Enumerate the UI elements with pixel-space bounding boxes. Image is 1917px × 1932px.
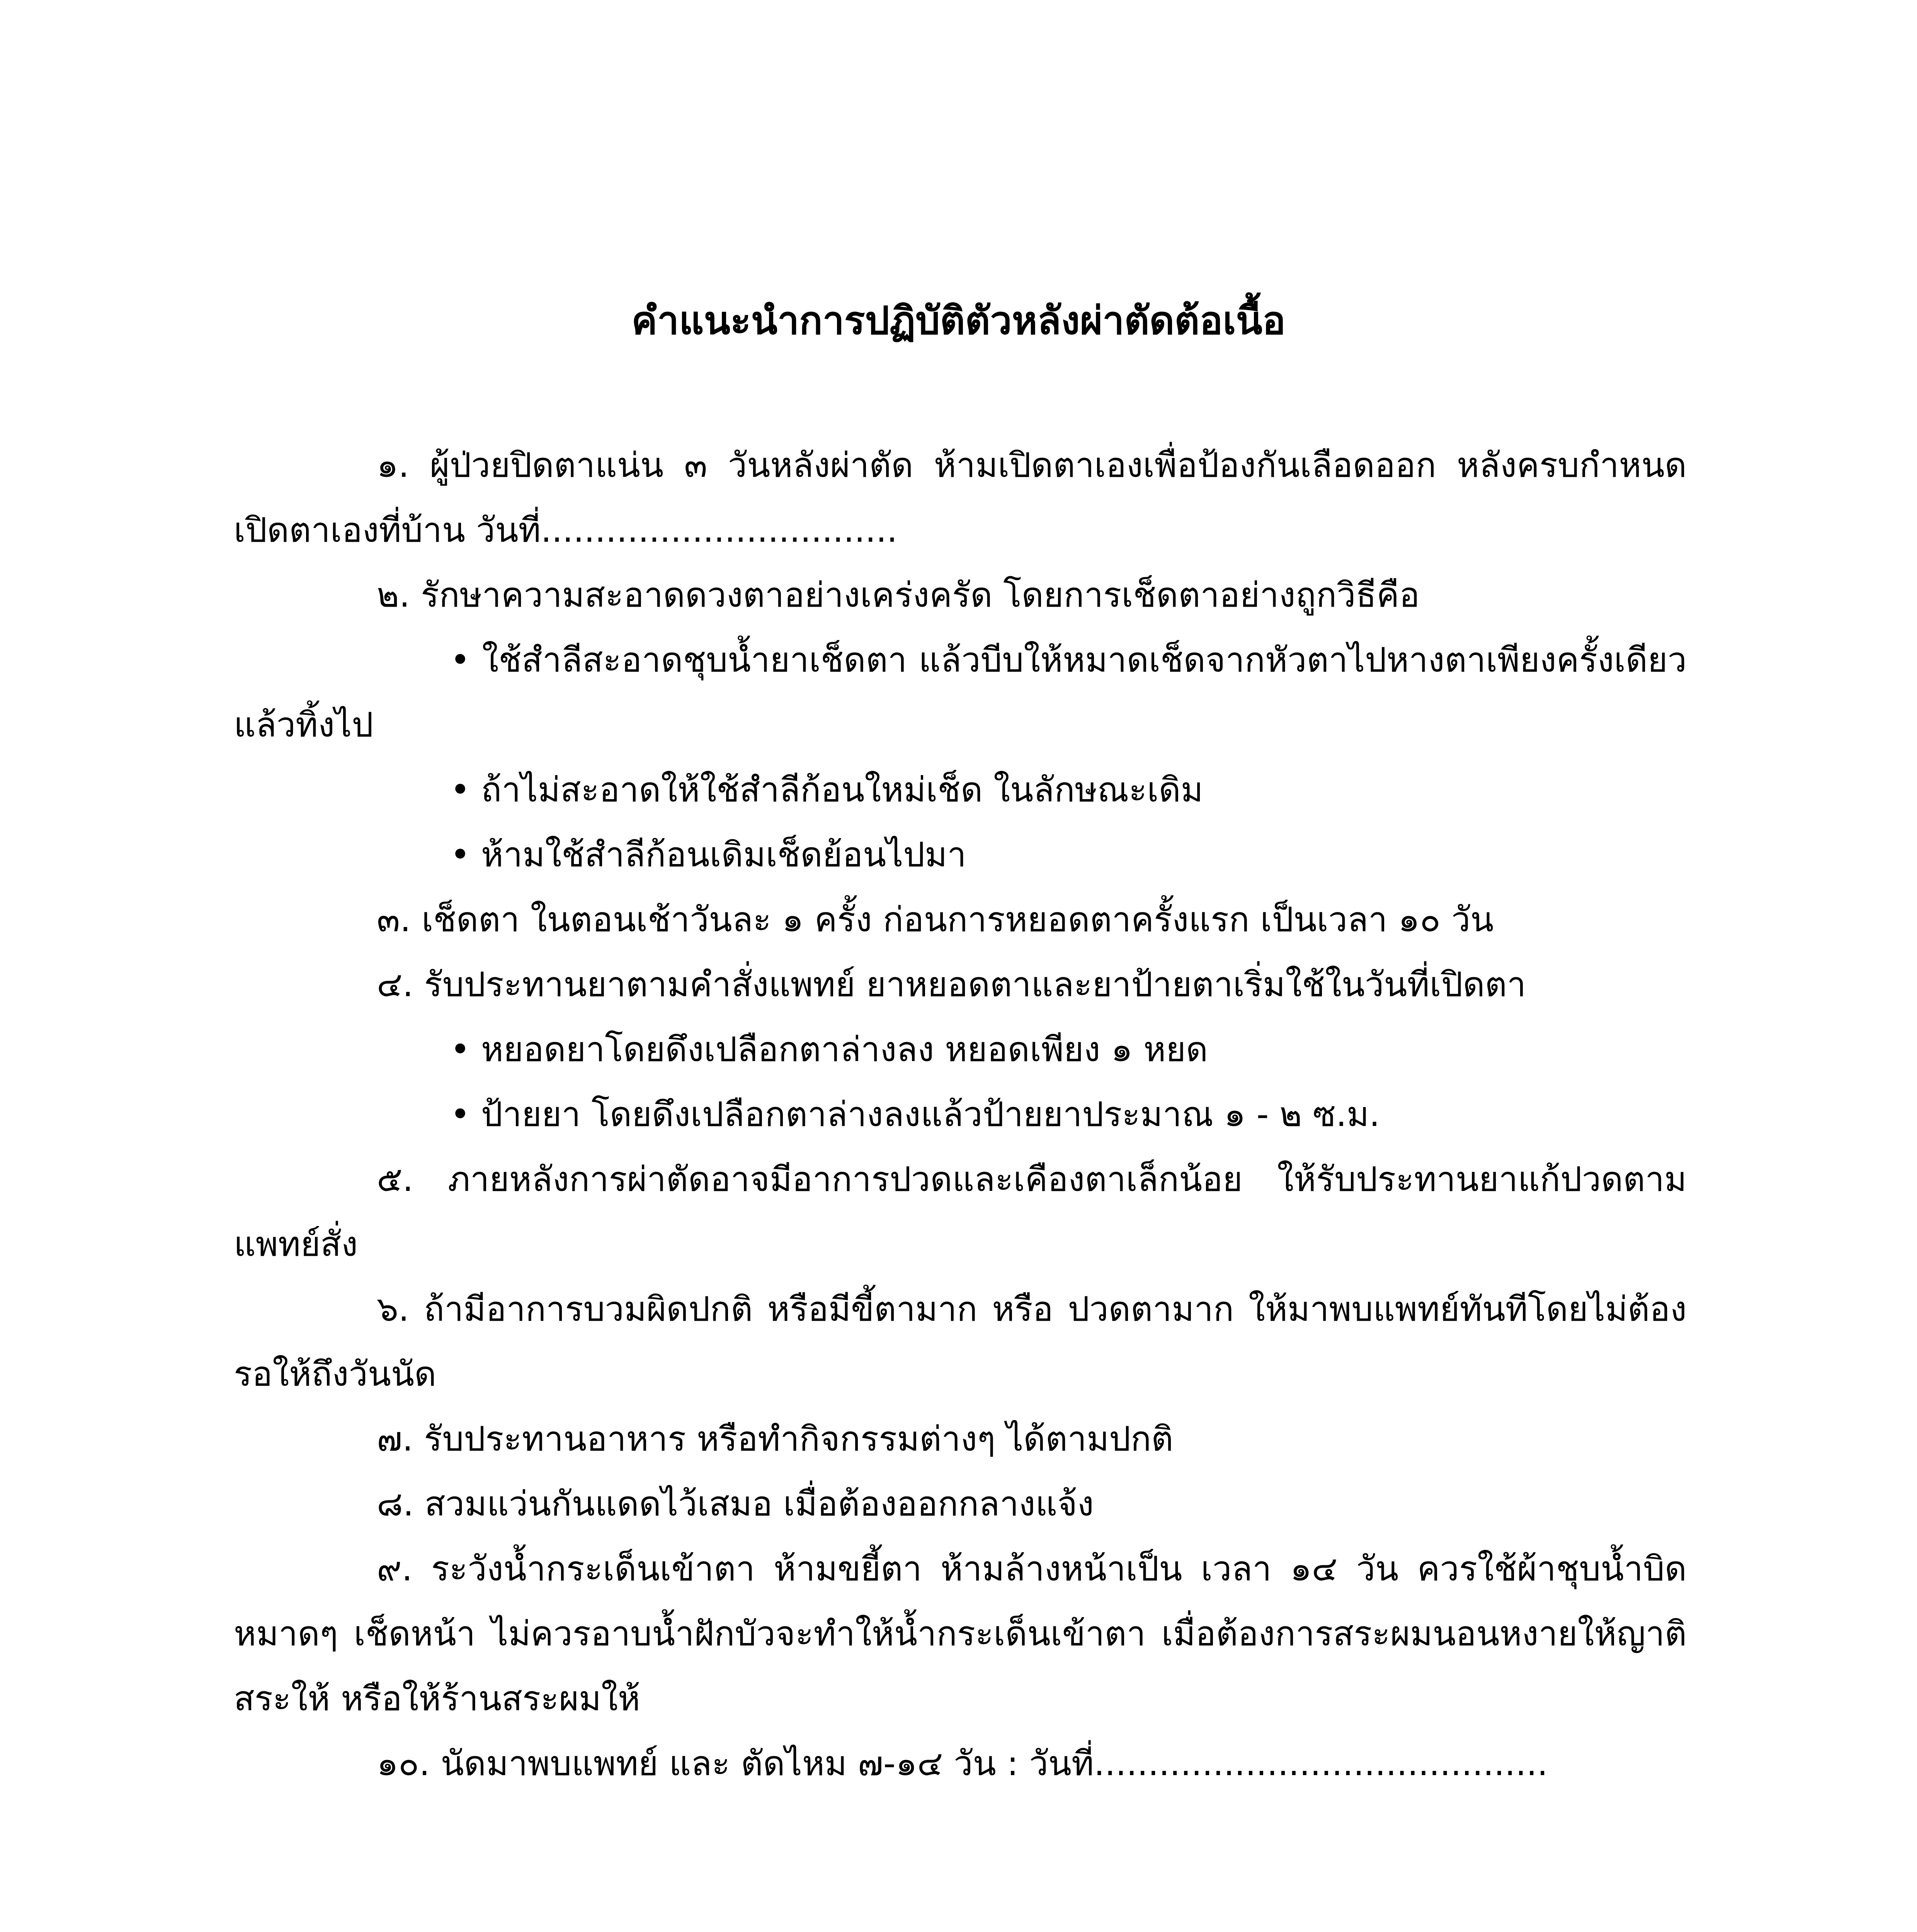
instruction-bullet: • หยอดยาโดยดึงเปลือกตาล่างลง หยอดเพียง ๑ หยด: [450, 1029, 1208, 1069]
instruction-bullet: • ใช้สำลีสะอาดชุบน้ำยาเช็ดตา แล้วบีบให้หมาดเช็ดจากหัวตาไปหางตาเพียงครั้งเดียวแล้วทิ้งไป: [234, 640, 1687, 745]
instruction-item-5: ๕. ภายหลังการผ่าตัดอาจมีอาการปวดและเคืองตาเล็กน้อย ให้รับประทานยาแก้ปวดตามแพทย์สั่ง: [234, 1159, 1687, 1264]
instruction-item-8: ๘. สวมแว่นกันแดดไว้เสมอ เมื่อต้องออกกลางแจ้ง: [377, 1484, 1094, 1524]
instruction-item-1: ๑. ผู้ป่วยปิดตาแน่น ๓ วันหลังผ่าตัด ห้ามเปิดตาเองเพื่อป้องกันเลือดออก หลังครบกำหนด เปิดตาเองที่บ้าน วันที่.................................: [234, 445, 1687, 550]
instruction-item-2: ๒. รักษาความสะอาดดวงตาอย่างเคร่งครัด โดยการเช็ดตาอย่างถูกวิธีคือ: [377, 575, 1420, 615]
instruction-item-6: ๖. ถ้ามีอาการบวมผิดปกติ หรือมีขี้ตามาก หรือ ปวดตามาก ให้มาพบแพทย์ทันทีโดยไม่ต้องรอให้ถึงวันนัด: [234, 1289, 1687, 1394]
instruction-item-3: ๓. เช็ดตา ในตอนเช้าวันละ ๑ ครั้ง ก่อนการหยอดตาครั้งแรก เป็นเวลา ๑๐ วัน: [377, 900, 1494, 939]
instruction-item-9: ๙. ระวังน้ำกระเด็นเข้าตา ห้ามขยี้ตา ห้ามล้างหน้าเป็น เวลา ๑๔ วัน ควรใช้ผ้าชุบน้ำบิดหมาดๆ เช็ดหน้า ไม่ควรอาบน้ำฝักบัวจะทำให้น้ำกระเด็นเข้าตา เมื่อต้องการสระผมนอนหงายให้ญาติสระให้ หรือให้ร้านสระผมให้: [234, 1549, 1687, 1718]
instruction-item-7: ๗. รับประทานอาหาร หรือทำกิจกรรมต่างๆ ได้ตามปกติ: [377, 1419, 1174, 1459]
instruction-item-10: ๑๐. นัดมาพบแพทย์ และ ตัดไหม ๗-๑๔ วัน : วันที่..........................................: [377, 1743, 1548, 1783]
page-title: คำแนะนำการปฏิบัติตัวหลังผ่าตัดต้อเนื้อ: [631, 298, 1286, 343]
instruction-item-4: ๔. รับประทานยาตามคำสั่งแพทย์ ยาหยอดตาและยาป้ายตาเริ่มใช้ในวันที่เปิดตา: [377, 964, 1526, 1004]
instruction-bullet: • ป้ายยา โดยดึงเปลือกตาล่างลงแล้วป้ายยาประมาณ ๑ - ๒ ซ.ม.: [450, 1094, 1380, 1134]
instruction-list: [234, 433, 1687, 1796]
instruction-bullet: • ถ้าไม่สะอาดให้ใช้สำลีก้อนใหม่เช็ด ในลักษณะเดิม: [450, 770, 1203, 810]
instruction-bullet: • ห้ามใช้สำลีก้อนเดิมเช็ดย้อนไปมา: [450, 835, 966, 874]
